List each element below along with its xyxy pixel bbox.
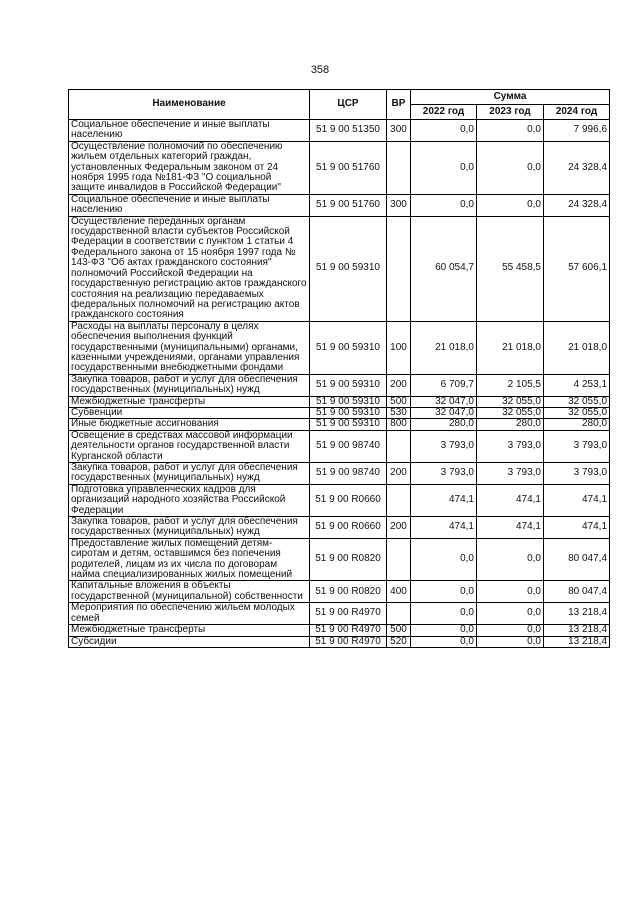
table-row xyxy=(69,430,610,462)
table-row xyxy=(69,419,610,430)
row-amount-2022: 32 047,0 xyxy=(411,396,477,407)
row-amount-2022: 60 054,7 xyxy=(411,216,477,321)
row-vr-code: 520 xyxy=(387,636,411,647)
row-csr-code: 51 9 00 R4970 xyxy=(310,625,387,636)
row-amount-2023: 0,0 xyxy=(477,603,544,625)
row-name: Капитальные вложения в объекты государственной (муниципальной) собственности xyxy=(69,581,310,603)
row-name: Межбюджетные трансферты xyxy=(69,625,310,636)
table-row xyxy=(69,517,610,539)
row-amount-2024: 13 218,4 xyxy=(544,625,610,636)
row-vr-code: 530 xyxy=(387,407,411,418)
header-vr: ВР xyxy=(387,90,411,120)
row-amount-2022: 0,0 xyxy=(411,636,477,647)
row-csr-code: 51 9 00 59310 xyxy=(310,321,387,374)
row-amount-2023: 280,0 xyxy=(477,419,544,430)
row-amount-2022: 0,0 xyxy=(411,581,477,603)
row-vr-code: 300 xyxy=(387,194,411,216)
row-name: Межбюджетные трансферты xyxy=(69,396,310,407)
row-amount-2024: 21 018,0 xyxy=(544,321,610,374)
row-amount-2022: 0,0 xyxy=(411,120,477,142)
row-vr-code: 400 xyxy=(387,581,411,603)
row-vr-code: 500 xyxy=(387,396,411,407)
row-amount-2022: 32 047,0 xyxy=(411,407,477,418)
row-name: Субсидии xyxy=(69,636,310,647)
header-year-2024: 2024 год xyxy=(544,105,610,120)
table-row xyxy=(69,321,610,374)
row-amount-2024: 3 793,0 xyxy=(544,463,610,485)
row-name: Иные бюджетные ассигнования xyxy=(69,419,310,430)
row-amount-2023: 32 055,0 xyxy=(477,407,544,418)
row-csr-code: 51 9 00 59310 xyxy=(310,374,387,396)
row-csr-code: 51 9 00 51350 xyxy=(310,120,387,142)
row-csr-code: 51 9 00 R0820 xyxy=(310,538,387,581)
table-row xyxy=(69,636,610,647)
row-vr-code: 200 xyxy=(387,463,411,485)
row-amount-2024: 4 253,1 xyxy=(544,374,610,396)
row-csr-code: 51 9 00 R0820 xyxy=(310,581,387,603)
row-vr-code xyxy=(387,141,411,194)
table-row xyxy=(69,120,610,142)
row-amount-2023: 0,0 xyxy=(477,120,544,142)
row-csr-code: 51 9 00 59310 xyxy=(310,419,387,430)
row-name: Субвенции xyxy=(69,407,310,418)
row-name: Закупка товаров, работ и услуг для обеспечения государственных (муниципальных) нужд xyxy=(69,374,310,396)
row-amount-2024: 57 606,1 xyxy=(544,216,610,321)
row-amount-2024: 32 055,0 xyxy=(544,407,610,418)
row-csr-code: 51 9 00 51760 xyxy=(310,141,387,194)
row-amount-2023: 0,0 xyxy=(477,141,544,194)
row-csr-code: 51 9 00 59310 xyxy=(310,407,387,418)
row-vr-code: 500 xyxy=(387,625,411,636)
table-row xyxy=(69,581,610,603)
row-amount-2024: 3 793,0 xyxy=(544,430,610,462)
row-csr-code: 51 9 00 98740 xyxy=(310,430,387,462)
row-name: Закупка товаров, работ и услуг для обеспечения государственных (муниципальных) нужд xyxy=(69,517,310,539)
row-name: Социальное обеспечение и иные выплаты населению xyxy=(69,120,310,142)
row-amount-2022: 0,0 xyxy=(411,538,477,581)
row-amount-2022: 0,0 xyxy=(411,194,477,216)
row-amount-2023: 55 458,5 xyxy=(477,216,544,321)
row-csr-code: 51 9 00 R0660 xyxy=(310,484,387,516)
table-row xyxy=(69,538,610,581)
row-amount-2023: 21 018,0 xyxy=(477,321,544,374)
row-amount-2024: 280,0 xyxy=(544,419,610,430)
row-amount-2022: 474,1 xyxy=(411,517,477,539)
budget-table xyxy=(68,89,610,648)
table-row xyxy=(69,463,610,485)
row-amount-2023: 0,0 xyxy=(477,581,544,603)
row-name: Социальное обеспечение и иные выплаты населению xyxy=(69,194,310,216)
row-vr-code: 300 xyxy=(387,120,411,142)
row-vr-code: 200 xyxy=(387,517,411,539)
row-vr-code xyxy=(387,216,411,321)
page-number: 358 xyxy=(310,64,330,76)
row-vr-code: 100 xyxy=(387,321,411,374)
row-csr-code: 51 9 00 51760 xyxy=(310,194,387,216)
row-amount-2022: 474,1 xyxy=(411,484,477,516)
row-csr-code: 51 9 00 R0660 xyxy=(310,517,387,539)
row-amount-2022: 3 793,0 xyxy=(411,430,477,462)
table-row xyxy=(69,625,610,636)
table-row xyxy=(69,396,610,407)
row-name: Мероприятия по обеспечению жильем молодых семей xyxy=(69,603,310,625)
row-vr-code xyxy=(387,430,411,462)
row-amount-2023: 32 055,0 xyxy=(477,396,544,407)
row-amount-2024: 80 047,4 xyxy=(544,538,610,581)
row-name: Закупка товаров, работ и услуг для обеспечения государственных (муниципальных) нужд xyxy=(69,463,310,485)
table-row xyxy=(69,141,610,194)
row-amount-2024: 474,1 xyxy=(544,517,610,539)
row-vr-code: 800 xyxy=(387,419,411,430)
row-name: Осуществление переданных органам государственной власти субъектов Российской Федерации в соответствии с пунктом 1 статьи 4 Федерального закона от 15 ноября 1997 года № 143-ФЗ "Об актах гражданского состояния" полномочий Российской Федерации на государственную регистрацию актов гражданского состояния на реализацию передаваемых федеральных полномочий на регистрацию актов гражданского состояния xyxy=(69,216,310,321)
row-amount-2022: 21 018,0 xyxy=(411,321,477,374)
row-name: Расходы на выплаты персоналу в целях обеспечения выполнения функций государственными (муниципальными) органами, казенными учреждениями, органами управления государственными внебюджетными фондами xyxy=(69,321,310,374)
row-amount-2022: 0,0 xyxy=(411,603,477,625)
row-amount-2022: 0,0 xyxy=(411,625,477,636)
row-amount-2024: 24 328,4 xyxy=(544,194,610,216)
row-name: Предоставление жилых помещений детям-сиротам и детям, оставшимся без попечения родителей, лицам из их числа по договорам найма специализированных жилых помещений xyxy=(69,538,310,581)
table-row xyxy=(69,216,610,321)
row-csr-code: 51 9 00 R4970 xyxy=(310,636,387,647)
row-amount-2022: 0,0 xyxy=(411,141,477,194)
table-row xyxy=(69,484,610,516)
row-amount-2023: 2 105,5 xyxy=(477,374,544,396)
row-amount-2022: 280,0 xyxy=(411,419,477,430)
row-amount-2023: 0,0 xyxy=(477,636,544,647)
row-amount-2024: 32 055,0 xyxy=(544,396,610,407)
table-header xyxy=(69,90,610,120)
row-amount-2023: 0,0 xyxy=(477,194,544,216)
row-name: Освещение в средствах массовой информации деятельности органов государственной власти Курганской области xyxy=(69,430,310,462)
header-sum: Сумма xyxy=(411,90,610,105)
table-row xyxy=(69,603,610,625)
row-amount-2022: 3 793,0 xyxy=(411,463,477,485)
row-name: Подготовка управленческих кадров для организаций народного хозяйства Российской Федерации xyxy=(69,484,310,516)
row-amount-2023: 474,1 xyxy=(477,517,544,539)
row-amount-2024: 7 996,6 xyxy=(544,120,610,142)
header-name: Наименование xyxy=(69,90,310,120)
row-amount-2023: 0,0 xyxy=(477,625,544,636)
row-vr-code: 200 xyxy=(387,374,411,396)
row-amount-2022: 6 709,7 xyxy=(411,374,477,396)
row-amount-2024: 13 218,4 xyxy=(544,603,610,625)
row-name: Осуществление полномочий по обеспечению жильем отдельных категорий граждан, установленных Федеральным законом от 24 ноября 1995 года №181-ФЗ "О социальной защите инвалидов в Российской Федерации" xyxy=(69,141,310,194)
row-amount-2024: 474,1 xyxy=(544,484,610,516)
header-year-2022: 2022 год xyxy=(411,105,477,120)
row-vr-code xyxy=(387,538,411,581)
row-amount-2024: 13 218,4 xyxy=(544,636,610,647)
row-amount-2023: 3 793,0 xyxy=(477,430,544,462)
row-csr-code: 51 9 00 98740 xyxy=(310,463,387,485)
table-body xyxy=(69,120,610,648)
row-csr-code: 51 9 00 R4970 xyxy=(310,603,387,625)
row-csr-code: 51 9 00 59310 xyxy=(310,216,387,321)
row-amount-2024: 24 328,4 xyxy=(544,141,610,194)
row-amount-2023: 0,0 xyxy=(477,538,544,581)
header-year-2023: 2023 год xyxy=(477,105,544,120)
row-amount-2023: 474,1 xyxy=(477,484,544,516)
table-row xyxy=(69,374,610,396)
row-amount-2023: 3 793,0 xyxy=(477,463,544,485)
row-amount-2024: 80 047,4 xyxy=(544,581,610,603)
header-csr: ЦСР xyxy=(310,90,387,120)
table-row xyxy=(69,194,610,216)
row-csr-code: 51 9 00 59310 xyxy=(310,396,387,407)
row-vr-code xyxy=(387,484,411,516)
row-vr-code xyxy=(387,603,411,625)
